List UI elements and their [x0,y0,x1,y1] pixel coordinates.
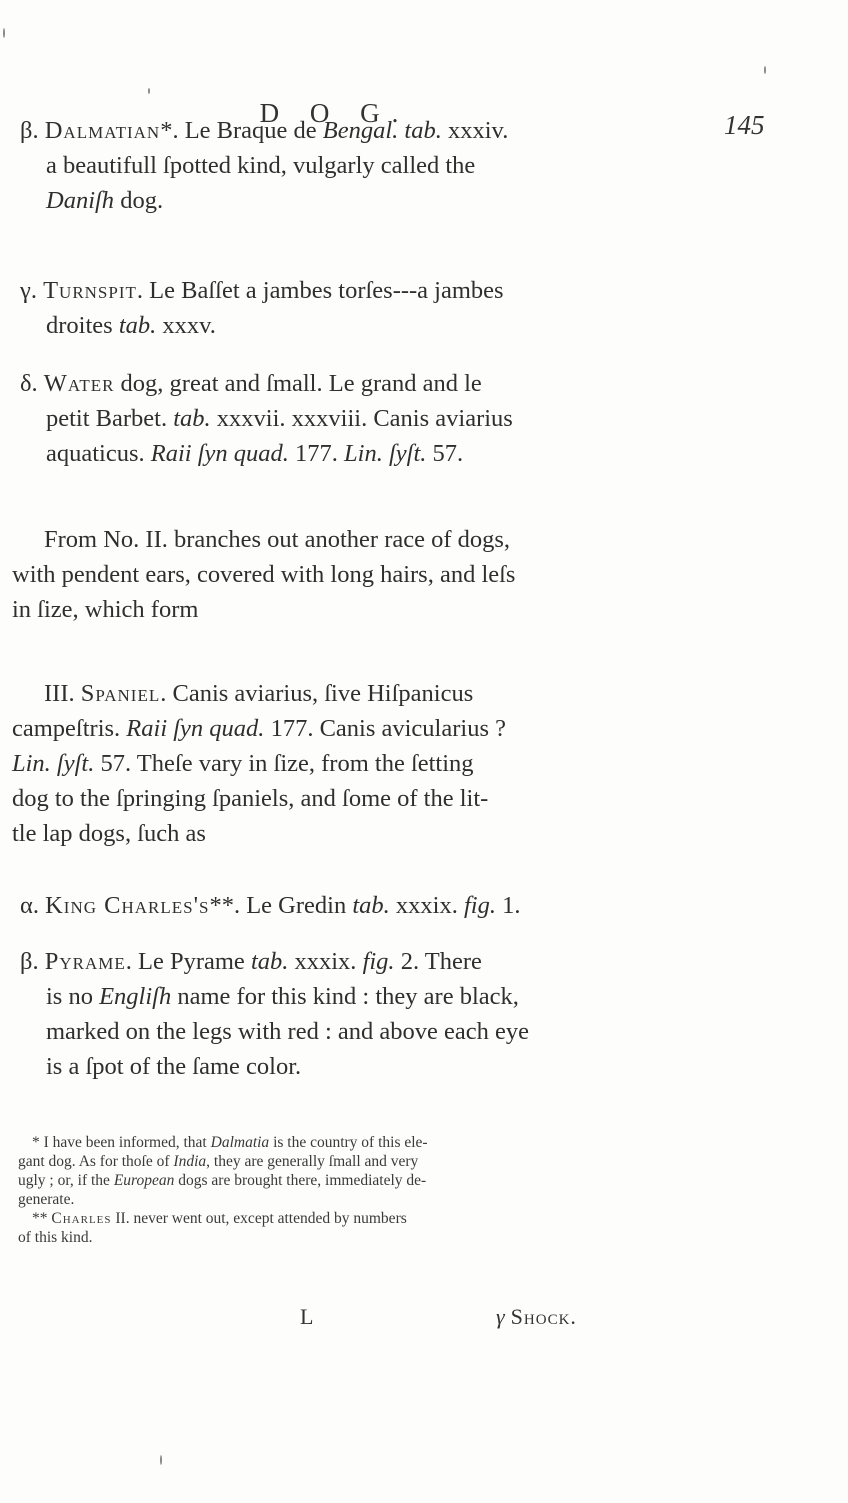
entry-water-dog [20,366,513,471]
text-run: II. never went out, except attended by numbers [111,1210,407,1227]
text-run: dog. [114,187,164,214]
page-footer [0,1304,848,1334]
text-run: is the country of this ele- [269,1134,428,1151]
italic-run: fig. [463,892,496,919]
text-run: xxxv. [156,312,216,339]
scan-speck [3,28,5,38]
text-run: dogs are brought there, immediately de- [174,1172,427,1189]
entry-line [20,888,520,923]
text-run: **. Le Gredin [209,892,353,919]
entry-line [20,183,508,218]
text-run: . Le Pyrame [125,948,251,975]
entry-king-charles [20,888,520,923]
italic-run: Bengal. tab. [322,117,442,144]
footnote-line: of this kind. [18,1229,93,1246]
text-run: 2. There [394,948,482,975]
italic-run: India [173,1153,207,1170]
greek-marker: δ. [20,370,44,397]
text-run: * I have been informed, that [32,1134,211,1151]
text-run: is no [46,983,100,1010]
text-run: 57. Theſe vary in ſize, from the ſetting [94,750,474,777]
greek-marker: β. [20,948,45,975]
breed-name: Turnspit [43,277,137,304]
entry-line [12,676,506,711]
text-run: . Le Baſſet a jambes torſes---a jambes [136,277,504,304]
entry-line [20,436,513,471]
entry-line [20,113,508,148]
text-run: aquaticus. [46,440,151,467]
text-run: xxxvii. xxxviii. Canis aviarius [210,405,513,432]
entry-line: is a ſpot of the ſame color. [46,1053,302,1080]
breed-name: King Charles's [45,892,210,919]
text-run: 177. [288,440,345,467]
entry-line [12,711,506,746]
text-run: campeſtris. [12,715,127,742]
text-run: xxxiv. [441,117,509,144]
italic-run: tab. [173,405,211,432]
entry-line: a beautifull ſpotted kind, vulgarly called the [46,152,476,179]
italic-run: Daniſh [46,187,115,214]
italic-run: tab. [250,948,289,975]
page-number: 145 [724,110,765,140]
entry-line [20,944,529,979]
italic-run: Raii ſyn quad. [150,440,289,467]
entry-line [20,308,504,343]
text-run: 1. [495,892,521,919]
breed-name: Dalmatian [44,117,161,144]
entry-line [20,366,513,401]
entry-dalmatian [20,113,508,218]
catchword-text: Shock. [510,1304,577,1329]
entry-pyrame [20,944,529,1084]
breed-name: Pyrame [44,948,126,975]
entry-line [20,979,529,1014]
text-run: *. Le Braque de [160,117,323,144]
scan-speck [764,66,766,74]
text-run: dog, great and ſmall. Le grand and le [114,370,482,397]
running-title: D O G. [259,98,411,128]
footnote-line [18,1171,638,1190]
entry-turnspit [20,273,504,343]
section-numeral: III. [44,680,81,707]
italic-run: Engliſh [99,983,172,1010]
scan-speck [160,1455,162,1465]
footnote-line [18,1209,638,1228]
entry-line: marked on the legs with red : and above each eye [46,1018,530,1045]
italic-run: tab. [118,312,157,339]
text-run: petit Barbet. [46,405,174,432]
entry-line [20,401,513,436]
text-run: name for this kind : they are black, [171,983,519,1010]
breed-name: Water [43,370,115,397]
paragraph-line: in ſize, which form [12,596,199,623]
footnotes [18,1133,638,1247]
italic-run: Lin. ſyſt. [344,440,427,467]
greek-marker: β. [20,117,45,144]
entry-line [20,273,504,308]
footnote-line [18,1152,638,1171]
entry-line [12,746,506,781]
paragraph-line: From No. II. branches out another race of dogs, [44,526,511,553]
text-run: . Canis aviarius, ſive Hiſpanicus [160,680,474,707]
breed-name: Spaniel [80,680,161,707]
greek-marker: γ. [20,277,44,304]
text-run: ** [32,1210,52,1227]
text-run: gant dog. As for thoſe of [18,1153,174,1170]
entry-line: dog to the ſpringing ſpaniels, and ſome of the lit- [12,785,489,812]
text-run: 57. [426,440,464,467]
italic-run: European [113,1172,175,1189]
text-run: droites [46,312,119,339]
greek-marker: α. [20,892,46,919]
text-run: ugly ; or, if the [18,1172,114,1189]
italic-run: Raii ſyn quad. [126,715,265,742]
text-run: xxxix. [288,948,363,975]
entry-line: tle lap dogs, ſuch as [12,820,206,847]
italic-run: tab. [352,892,390,919]
text-run: , they are generally ſmall and very [206,1153,419,1170]
footnote-line [18,1133,638,1152]
text-run: 177. Canis avicularius ? [264,715,506,742]
footnote-line: generate. [18,1191,75,1208]
paragraph-line: with pendent ears, covered with long hairs, and leſs [12,561,516,588]
scan-speck [148,88,150,94]
paragraph-from-no-ii [12,522,515,627]
greek-marker: γ [496,1304,505,1329]
signature-mark: L [300,1304,314,1329]
catchword [496,1304,577,1330]
italic-run: Lin. ſyſt. [12,750,95,777]
name-run: Charles [51,1210,112,1227]
italic-run: Dalmatia [210,1134,270,1151]
italic-run: fig. [362,948,395,975]
text-run: xxxix. [389,892,464,919]
entry-spaniel [12,676,506,851]
